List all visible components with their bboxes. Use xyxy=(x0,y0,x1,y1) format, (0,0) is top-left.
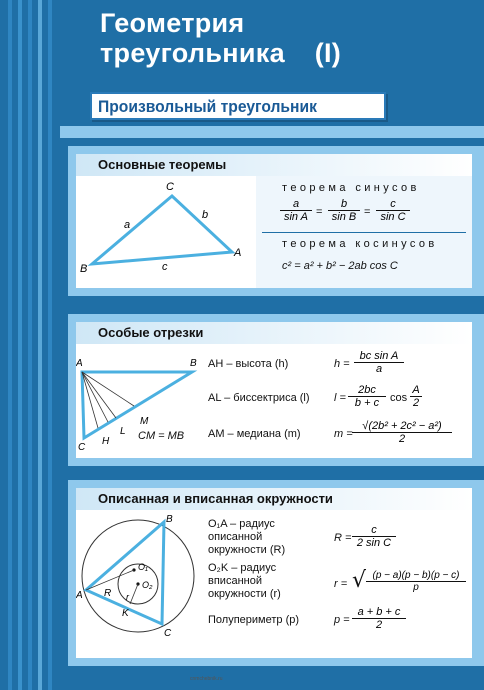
circle-label-K: K xyxy=(122,608,129,619)
side-a: a xyxy=(124,219,131,231)
section3-card xyxy=(76,488,472,658)
label-H: H xyxy=(102,436,110,447)
radius-R xyxy=(86,570,134,590)
circumradius-frac: $\frac{c}{\text{2 sin C}}$ xyxy=(352,524,396,549)
decorative-stripes xyxy=(0,0,60,690)
radius-r xyxy=(130,584,138,604)
footer-site: cnmchebnik.ru xyxy=(190,676,223,682)
circle-label-A: A xyxy=(76,590,83,601)
altitude-lhs: h = xyxy=(334,358,350,370)
circle-label-O1: O₁ xyxy=(138,562,148,572)
title-line-1: Геометрия xyxy=(100,8,245,38)
semiperimeter-lhs: p = xyxy=(334,614,350,626)
label-C: C xyxy=(78,442,86,453)
circle-label-O2: O₂ xyxy=(142,580,153,590)
subtitle-underline-band xyxy=(60,126,484,138)
inradius-lhs: r = xyxy=(334,578,348,590)
side-b: b xyxy=(202,209,209,221)
label-B: B xyxy=(190,358,197,369)
sine-theorem-title: теорема синусов xyxy=(282,182,420,194)
section2-header xyxy=(76,322,472,344)
bisector-lhs: l = xyxy=(334,392,346,404)
subtitle: Произвольный треугольник xyxy=(98,97,317,116)
semiperimeter-name: Полупериметр (p) xyxy=(208,614,300,626)
label-A: A xyxy=(76,358,83,369)
circle-label-B: B xyxy=(166,514,173,525)
vertex-C: C xyxy=(166,181,174,193)
title-line-2 xyxy=(100,38,341,68)
circumscribed-circle xyxy=(82,520,194,632)
triangle-shape xyxy=(92,196,232,264)
circles-diagram xyxy=(76,512,206,658)
median-lhs: m = xyxy=(334,428,353,440)
bisector-frac: $\frac{2bc}{b + c}$ xyxy=(348,384,386,409)
title-word: треугольника xyxy=(100,38,285,68)
circle-label-R: R xyxy=(104,588,112,599)
section1-card xyxy=(76,154,472,288)
circle-label-C: C xyxy=(164,628,172,639)
segments-triangle xyxy=(82,372,192,438)
altitude-frac: $\frac{\text{bc sin A}}{a}$ xyxy=(354,350,404,375)
circumradius-lhs: R = xyxy=(334,532,352,544)
triangle-diagram xyxy=(76,176,256,286)
sine-frac-2: $\frac{b}{\text{sin B}}$ xyxy=(328,198,360,223)
inradius-frac: $\frac{(p - a)(p - b)(p - c)}{p}$ xyxy=(366,570,466,593)
section2-heading: Особые отрезки xyxy=(98,325,204,340)
sine-frac-1: $\frac{a}{\text{sin A}}$ xyxy=(280,198,312,223)
median-line xyxy=(82,372,134,406)
section1-heading: Основные теоремы xyxy=(98,157,227,172)
section2-card xyxy=(76,322,472,458)
semiperimeter-frac: $\frac{a + b + c}{2}$ xyxy=(352,606,406,631)
vertex-B: B xyxy=(80,263,88,275)
section3-heading: Описанная и вписанная окружности xyxy=(98,491,333,506)
bisector-half-angle: $\frac{A}{2}$ xyxy=(410,384,422,409)
sqrt-sign: √ xyxy=(352,568,367,593)
extra-line xyxy=(82,372,116,418)
altitude-name: AH – высота (h) xyxy=(208,358,289,370)
sine-eq-1: = xyxy=(316,206,323,218)
bisector-cos: cos xyxy=(390,392,408,404)
median-name: AM – медиана (m) xyxy=(208,428,301,440)
inradius-name: O₂K – радиус вписанной окружности (r) xyxy=(208,562,281,600)
label-L: L xyxy=(120,426,126,437)
bisector-name: AL – биссектриса (l) xyxy=(208,392,310,404)
bisector-line xyxy=(82,372,108,422)
vertex-A: A xyxy=(234,247,242,259)
cm-mb-text: CM = MB xyxy=(138,430,185,442)
theorem-divider xyxy=(262,232,466,233)
section1-header xyxy=(76,154,472,176)
sine-eq-2: = xyxy=(364,206,371,218)
label-M: M xyxy=(140,416,149,427)
page-title xyxy=(100,8,341,68)
title-roman-numeral: (I) xyxy=(314,38,342,68)
subtitle-box xyxy=(90,92,386,120)
median-frac: $\frac{\text{√(2b² + 2c² − a²)}}{2}$ xyxy=(352,420,452,445)
section3-header xyxy=(76,488,472,510)
footer xyxy=(190,676,223,682)
sine-frac-3: $\frac{c}{\text{sin C}}$ xyxy=(376,198,410,223)
cosine-formula: c² = a² + b² − 2ab cos C xyxy=(282,260,398,272)
cosine-theorem-title: теорема косинусов xyxy=(282,238,438,250)
side-c: c xyxy=(162,261,168,273)
circle-label-r: r xyxy=(126,592,129,602)
circumradius-name: O₁A – радиус описанной окружности (R) xyxy=(208,518,286,556)
